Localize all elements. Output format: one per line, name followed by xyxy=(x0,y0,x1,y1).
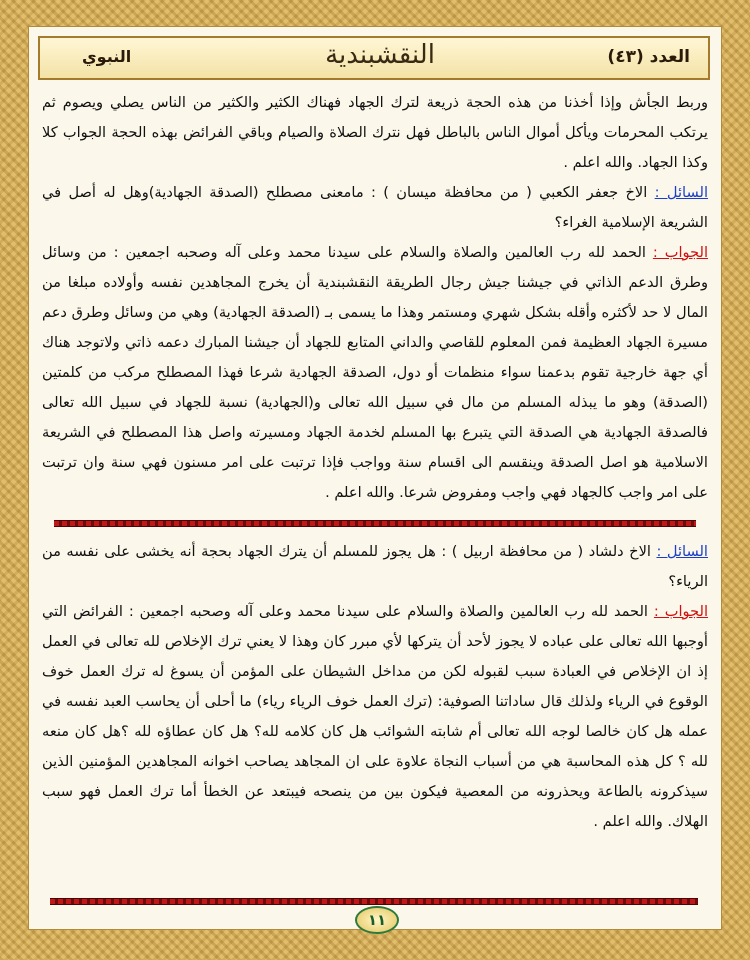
answer-label: الجواب : xyxy=(652,244,708,261)
intro-paragraph: وربط الجأش وإذا أخذنا من هذه الحجة ذريعة لترك الجهاد فهناك الكثير والكثير من الناس يصلي ويصوم ثم يرتكب المحرمات ويأكل أموال الناس بالباطل فهل نترك الصلاة والصيام وباقي الفرائض بهذه الحجة الجواب كلا وكذا الجهاد. والله اعلم . xyxy=(42,94,708,171)
page-header xyxy=(38,36,710,80)
page-body xyxy=(28,26,722,930)
asker-label: السائل : xyxy=(656,543,708,560)
section-divider xyxy=(54,520,696,527)
asker-label: السائل : xyxy=(654,184,709,201)
question-block-1 xyxy=(42,178,708,238)
answer-block-1 xyxy=(42,238,708,508)
article-content xyxy=(42,88,708,837)
question-text: الاخ جعفر الكعبي ( من محافظة ميسان ) : مامعنى مصطلح (الصدقة الجهادية)وهل له أصل في الشريعة الإسلامية الغراء؟ xyxy=(42,184,708,231)
issue-number: العدد (٤٣) xyxy=(607,47,690,67)
page-number: ١١ xyxy=(355,906,399,934)
question-text: الاخ دلشاد ( من محافظة اربيل ) : هل يجوز للمسلم أن يترك الجهاد بحجة أنه يخشى على نفسه من الرياء؟ xyxy=(42,543,708,590)
answer-label: الجواب : xyxy=(653,603,709,620)
magazine-title: النقشبندية xyxy=(325,40,435,70)
question-block-2 xyxy=(42,537,708,597)
footer-divider xyxy=(50,898,698,905)
answer-block-2 xyxy=(42,597,708,837)
answer-text: الحمد لله رب العالمين والصلاة والسلام على سيدنا محمد وعلى آله وصحبه اجمعين : الفرائض التي أوجبها الله تعالى على عباده لا يجوز لأحد أن يتركها لأي مبرر كان وهذا لا يعني ترك الإخلاص لله تعالى في العمل إذ ان الإخلاص في العبادة سبب لقبوله لكن من مداخل الشيطان على المؤمن أن يسوغ له ترك العمل خوف الوقوع في الرياء ولذلك قال ساداتنا الصوفية: (ترك العمل خوف الرياء رياء) ما أحلى أن يحاسب العبد نفسه في عمله هل كان خالصا لوجه الله تعالى أم شابته الشوائب هل كان كلامه لله؟ هل كان عطاؤه لله ؟هل كان منعه لله ؟ كل هذه المحاسبة هي من أسباب النجاة علاوة على ان المجاهد يصاحب اخوانه المجاهدين المؤمنين الذين سيذكرونه بالطاعة ويحذرونه من المعصية فيكون بين من ينصحه فيبتعد عن الخطأ أما ترك العمل فهو سبب الهلاك. والله اعلم . xyxy=(42,603,708,830)
answer-text: الحمد لله رب العالمين والصلاة والسلام على سيدنا محمد وعلى آله وصحبه اجمعين : من وسائل وطرق الدعم الذاتي في جيشنا جيش رجال الطريقة النقشبندية أن يخرج المجاهدين نفسه وأولاده مبلغا من المال لا حد لأكثره وأقله بشكل شهري ومستمر وهذا ما يسمى بـ (الصدقة الجهادية) وهي من وسائل وطرق دعم مسيرة الجهاد العظيمة فمن المعلوم للقاصي والداني المتابع للجهاد أن جيشنا المبارك دعمه ذاتي ولاتوجد هناك أي جهة خارجية تقوم بدعمنا سواء منظمات أو دول، الصدقة الجهادية شرعا فهذا المصطلح مركب من كلمتين (الصدقة) وهو ما يبذله المسلم من مال في سبيل الله تعالى و(الجهادية) نسبة للجهاد في سبيل الله تعالى فالصدقة الجهادية هي الصدقة التي يتبرع بها المسلم لخدمة الجهاد ومسيرته واصل هذا المصطلح في الشريعة الاسلامية هو اصل الصدقة وينقسم الى اقسام سنة وواجب فإذا ترتبت على امر مسنون فهي سنة وان ترتبت على امر واجب كالجهاد فهي واجب ومفروض شرعا. والله اعلم . xyxy=(42,244,708,501)
header-left-label: النبوي xyxy=(82,47,132,66)
